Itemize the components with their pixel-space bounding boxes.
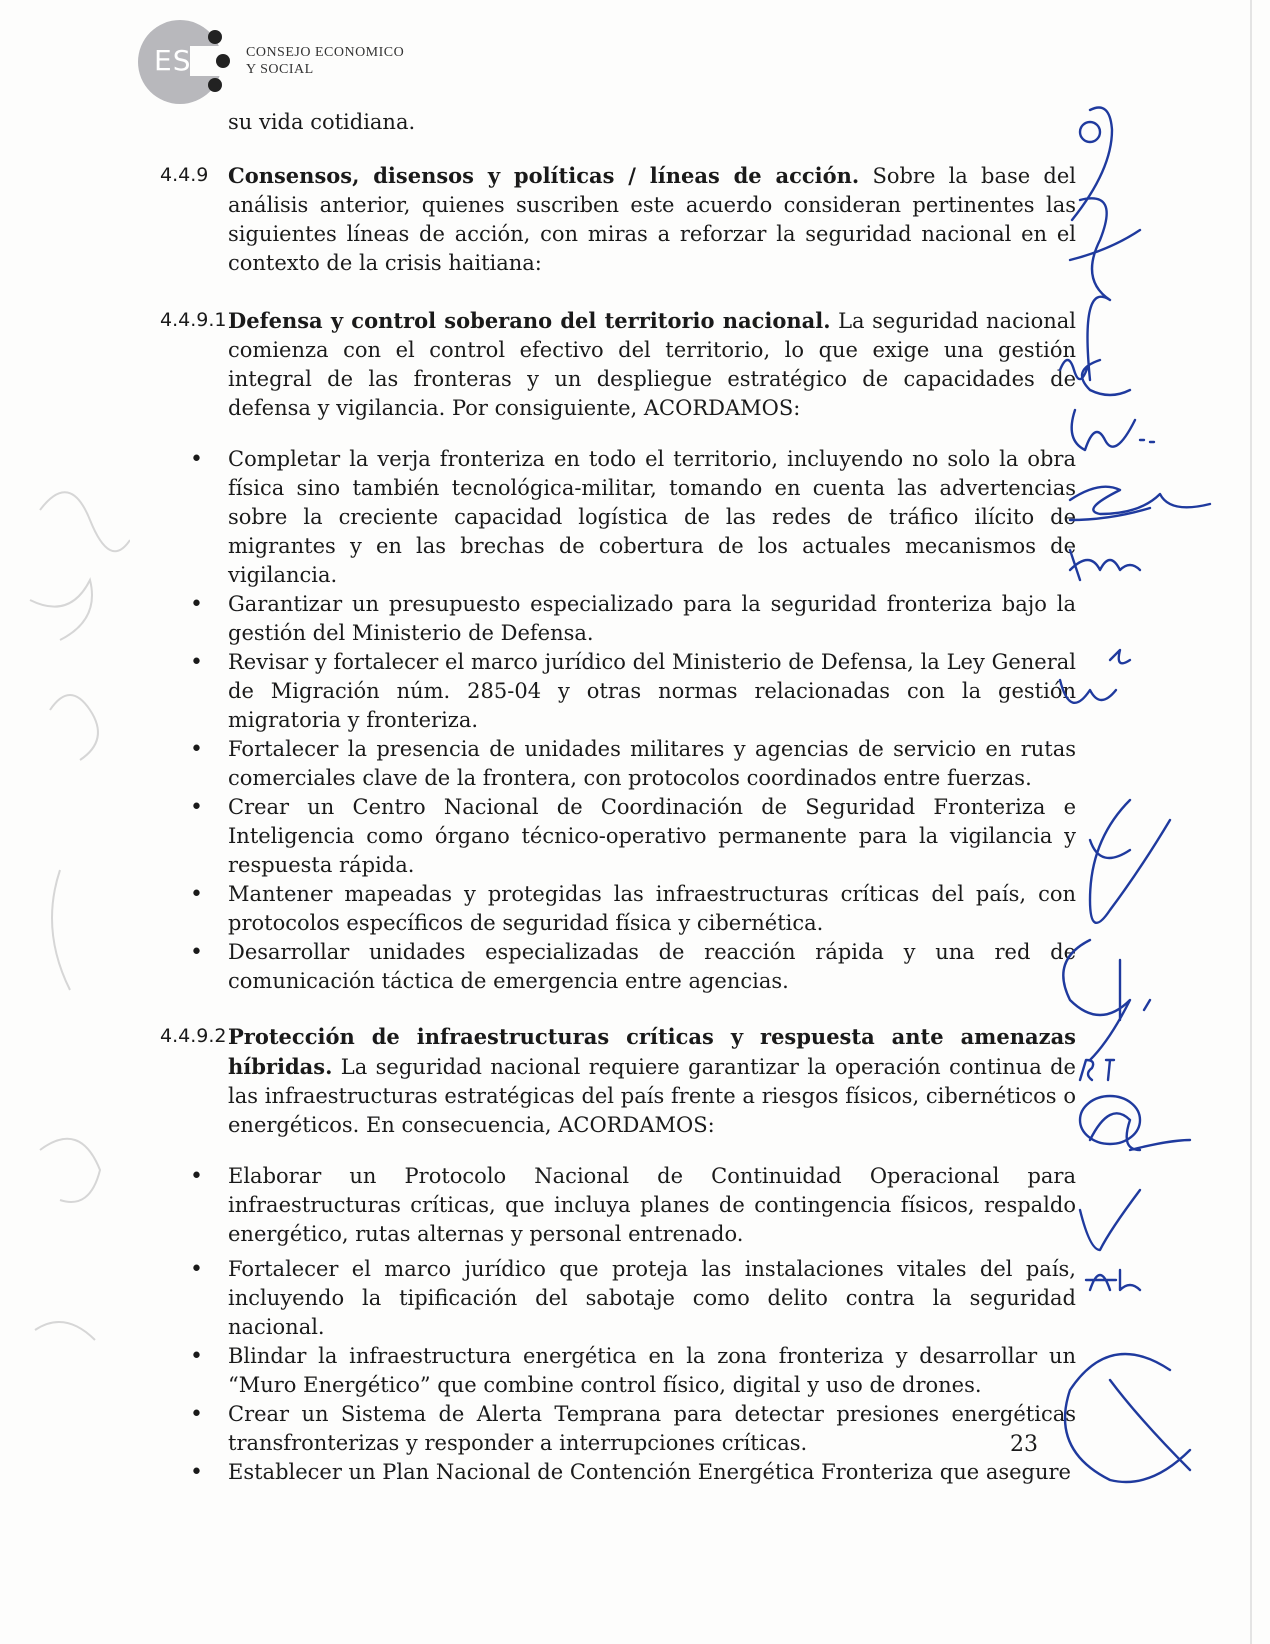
list-item: • Mantener mapeadas y protegidas las infraestructuras críticas del país, con protocolos específicos de seguridad física y cibernética. [160, 880, 1076, 938]
org-name-line2: Y SOCIAL [246, 62, 314, 77]
list-item: • Elaborar un Protocolo Nacional de Continuidad Operacional para infraestructuras críticas, que incluya planes de contingencia físicos, respaldo energético, rutas alternas y personal entrenado. [160, 1162, 1076, 1249]
list-item: • Crear un Centro Nacional de Coordinación de Seguridad Fronteriza e Inteligencia como órgano técnico-operativo permanente para la vigilancia y respuesta rápida. [160, 793, 1076, 880]
section-text: Sobre la base del análisis anterior, quienes suscriben este acuerdo consideran pertinentes las siguientes líneas de acción, con miras a reforzar la seguridad nacional en el contexto de la crisis haitiana: [228, 164, 1076, 275]
signature-8 [1090, 800, 1170, 923]
section-body [228, 306, 1076, 423]
list-item: • Completar la verja fronteriza en todo el territorio, incluyendo no solo la obra física sino también tecnológica-militar, tomando en cuenta las advertencias sobre la creciente capacidad logística de las redes de tráfico ilícito de migrantes y en las brechas de cobertura de los actuales mecanismos de vigilancia. [160, 445, 1076, 590]
page-number: 23 [1010, 1432, 1038, 1457]
section-title: Defensa y control soberano del territorio nacional. [228, 308, 831, 333]
section-number: 4.4.9.2 [160, 1025, 227, 1047]
section-text: La seguridad nacional requiere garantizar la operación continua de las infraestructuras estratégicas del país frente a riesgos físicos, cibernéticos o energéticos. En consecuencia, ACORDAMOS: [228, 1055, 1076, 1137]
signature-2 [1070, 198, 1140, 380]
list-item: • Fortalecer la presencia de unidades militares y agencias de servicio en rutas comerciales clave de la frontera, con protocolos coordinados entre fuerzas. [160, 735, 1076, 793]
intro-fragment: su vida cotidiana. [228, 110, 416, 134]
section-number: 4.4.9 [160, 164, 209, 186]
section-text: La seguridad nacional comienza con el control efectivo del territorio, lo que exige una gestión integral de las fronteras y un despliegue estratégico de capacidades de defensa y vigilancia. Por consiguiente, ACORDAMOS: [228, 309, 1076, 420]
bleed-through-signatures [20, 450, 130, 1450]
section-number: 4.4.9.1 [160, 309, 227, 331]
section-title: Protección de infraestructuras críticas y respuesta ante amenazas híbridas. [228, 1024, 1076, 1079]
signature-13 [1065, 1354, 1190, 1482]
logo-dot [208, 78, 222, 92]
section-title: Consensos, disensos y políticas / líneas de acción. [228, 163, 860, 188]
signature-6 [1070, 550, 1140, 580]
list-item: • Garantizar un presupuesto especializado para la seguridad fronteriza bajo la gestión del Ministerio de Defensa. [160, 590, 1076, 648]
list-item: • Crear un Sistema de Alerta Temprana para detectar presiones energéticas transfronterizas y responder a interrupciones críticas. [160, 1400, 1076, 1458]
logo-dot [208, 30, 222, 44]
signature-3 [1060, 360, 1130, 395]
logo-mark: ES [154, 44, 192, 77]
section-4-4-9-1 [160, 306, 1076, 423]
signature-12 [1080, 1190, 1140, 1290]
list-item: • Fortalecer el marco jurídico que proteja las instalaciones vitales del país, incluyendo la tipificación del sabotaje como delito contra la seguridad nacional. [160, 1255, 1076, 1342]
logo-dot [216, 54, 230, 68]
bullet-list-infraestructuras [160, 1162, 1076, 1487]
document-body [160, 108, 1076, 1487]
signature-11 [1080, 1096, 1190, 1150]
list-item: • Blindar la infraestructura energética en la zona fronteriza y desarrollar un “Muro Energético” que combine control físico, digital y uso de drones. [160, 1342, 1076, 1400]
list-item: • Desarrollar unidades especializadas de reacción rápida y una red de comunicación táctica de emergencia entre agencias. [160, 938, 1076, 996]
signature-4 [1072, 410, 1154, 450]
bullet-list-defensa [160, 445, 1076, 996]
signature-7 [1060, 650, 1130, 703]
scan-edge [1250, 0, 1252, 1644]
signature-1 [1072, 108, 1112, 221]
signatures-margin [1050, 80, 1230, 1500]
org-name-line1: CONSEJO ECONOMICO [246, 45, 405, 60]
ces-logo [138, 18, 438, 108]
section-4-4-9 [160, 161, 1076, 278]
list-item: • Establecer un Plan Nacional de Contención Energética Fronteriza que asegure [160, 1458, 1076, 1487]
section-body [228, 161, 1076, 278]
signature-10 [1080, 1060, 1114, 1080]
signature-9 [1063, 940, 1150, 1060]
section-4-4-9-2 [160, 1022, 1076, 1140]
org-name [246, 44, 404, 78]
list-item: • Revisar y fortalecer el marco jurídico del Ministerio de Defensa, la Ley General de Migración núm. 285-04 y otras normas relacionadas con la gestión migratoria y fronteriza. [160, 648, 1076, 735]
signature-5 [1070, 487, 1210, 520]
section-body [228, 1022, 1076, 1140]
